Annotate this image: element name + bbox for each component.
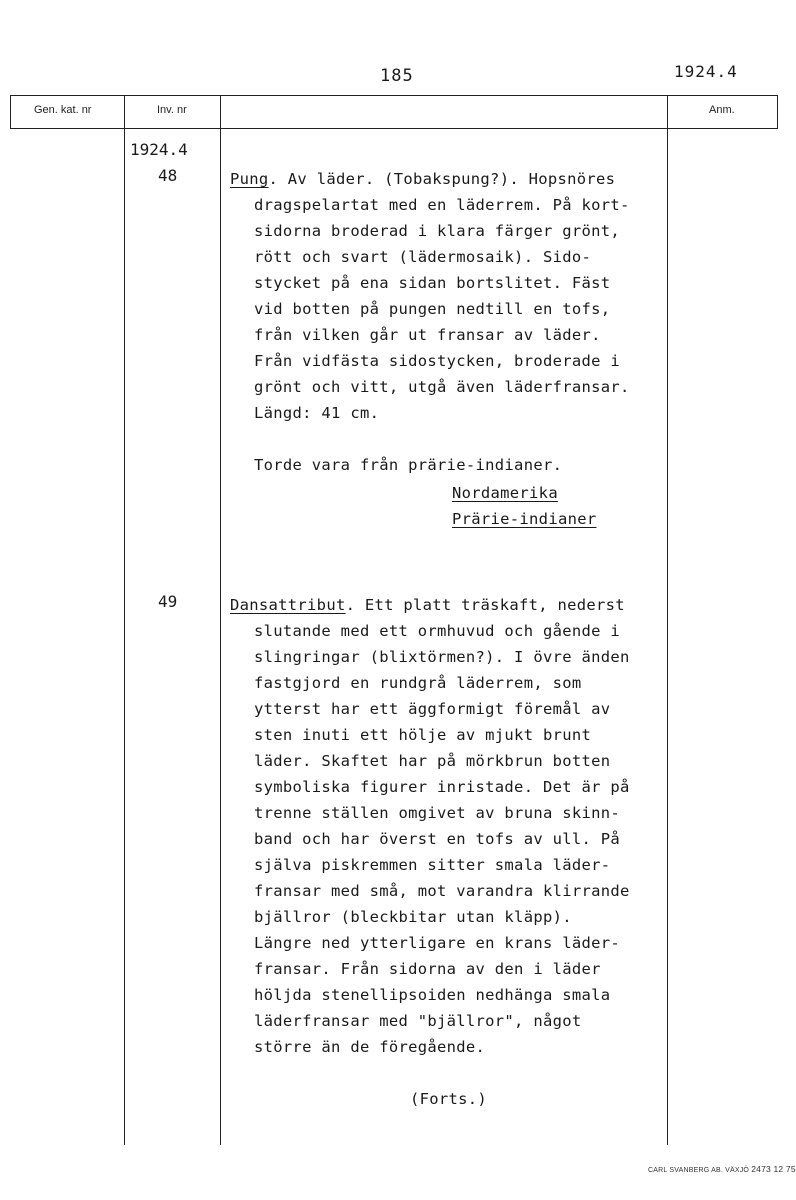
- text-anm-divider: [667, 95, 668, 1145]
- entry-title: Pung: [230, 170, 269, 188]
- entry-line: sten inuti ett hölje av mjukt brunt: [254, 726, 592, 744]
- entry-line: fransar med små, mot varandra klirrande: [254, 882, 630, 900]
- entry-line: trenne ställen omgivet av bruna skinn-: [254, 804, 621, 822]
- entry-line: vid botten på pungen nedtill en tofs,: [254, 300, 611, 318]
- entry-line: läderfransar med "bjällror", något: [254, 1012, 582, 1030]
- gen-inv-divider: [124, 95, 125, 1145]
- corner-reference: 1924.4: [674, 62, 738, 81]
- column-header-gen-kat-nr: Gen. kat. nr: [34, 104, 92, 116]
- classification-group: Prärie-indianer: [452, 510, 597, 528]
- entry-line: Från vidfästa sidostycken, broderade i: [254, 352, 621, 370]
- entry-first-line: [230, 166, 615, 192]
- entry-line: . Av läder. (Tobakspung?). Hopsnöres: [268, 170, 616, 188]
- entry-first-line: [230, 592, 625, 618]
- continuation-note: (Forts.): [410, 1090, 488, 1108]
- entry-line: från vilken går ut fransar av läder.: [254, 326, 601, 344]
- column-header-inv-nr: Inv. nr: [157, 104, 187, 116]
- classification-region: Nordamerika: [452, 484, 558, 502]
- entry-line: Längre ned ytterligare en krans läder-: [254, 934, 621, 952]
- right-border: [777, 95, 778, 129]
- entry-line: höljda stenellipsoiden nedhänga smala: [254, 986, 611, 1004]
- entry-line: läder. Skaftet har på mörkbrun botten: [254, 752, 611, 770]
- entry-line: slingringar (blixtörmen?). I övre änden: [254, 648, 630, 666]
- entry-line: ytterst har ett äggformigt föremål av: [254, 700, 611, 718]
- page-number: 185: [380, 66, 414, 86]
- header-rule: [10, 128, 778, 129]
- entry-line: själva piskremmen sitter smala läder-: [254, 856, 611, 874]
- entry-line: . Ett platt träskaft, nederst: [345, 596, 625, 614]
- entry-line: stycket på ena sidan bortslitet. Fäst: [254, 274, 611, 292]
- entry-line: slutande med ett ormhuvud och gående i: [254, 622, 621, 640]
- inv-text-divider: [220, 95, 221, 1145]
- entry-line: grönt och vitt, utgå även läderfransar.: [254, 378, 630, 396]
- entry-line: band och har överst en tofs av ull. På: [254, 830, 621, 848]
- entry-line: sidorna broderad i klara färger grönt,: [254, 222, 621, 240]
- inv-number-48: 48: [158, 166, 178, 185]
- entry-line: Torde vara från prärie-indianer.: [254, 456, 563, 474]
- printer-imprint: [648, 1164, 796, 1174]
- printer-name: CARL SVANBERG AB. VÄXJÖ: [648, 1167, 750, 1174]
- entry-line: symboliska figurer inristade. Det är på: [254, 778, 630, 796]
- left-border: [10, 95, 11, 129]
- entry-line: rött och svart (lädermosaik). Sido-: [254, 248, 592, 266]
- entry-line: större än de föregående.: [254, 1038, 486, 1056]
- entry-line: bjällror (bleckbitar utan kläpp).: [254, 908, 572, 926]
- inventory-year: 1924.4: [130, 140, 188, 159]
- column-header-anm: Anm.: [709, 104, 735, 116]
- form-number: 2473 12 75: [751, 1164, 796, 1174]
- inv-number-49: 49: [158, 592, 178, 611]
- entry-line: fastgjord en rundgrå läderrem, som: [254, 674, 582, 692]
- top-rule: [10, 95, 778, 96]
- entry-line: Längd: 41 cm.: [254, 404, 380, 422]
- entry-line: dragspelartat med en läderrem. På kort-: [254, 196, 630, 214]
- entry-line: fransar. Från sidorna av den i läder: [254, 960, 601, 978]
- entry-title: Dansattribut: [230, 596, 346, 614]
